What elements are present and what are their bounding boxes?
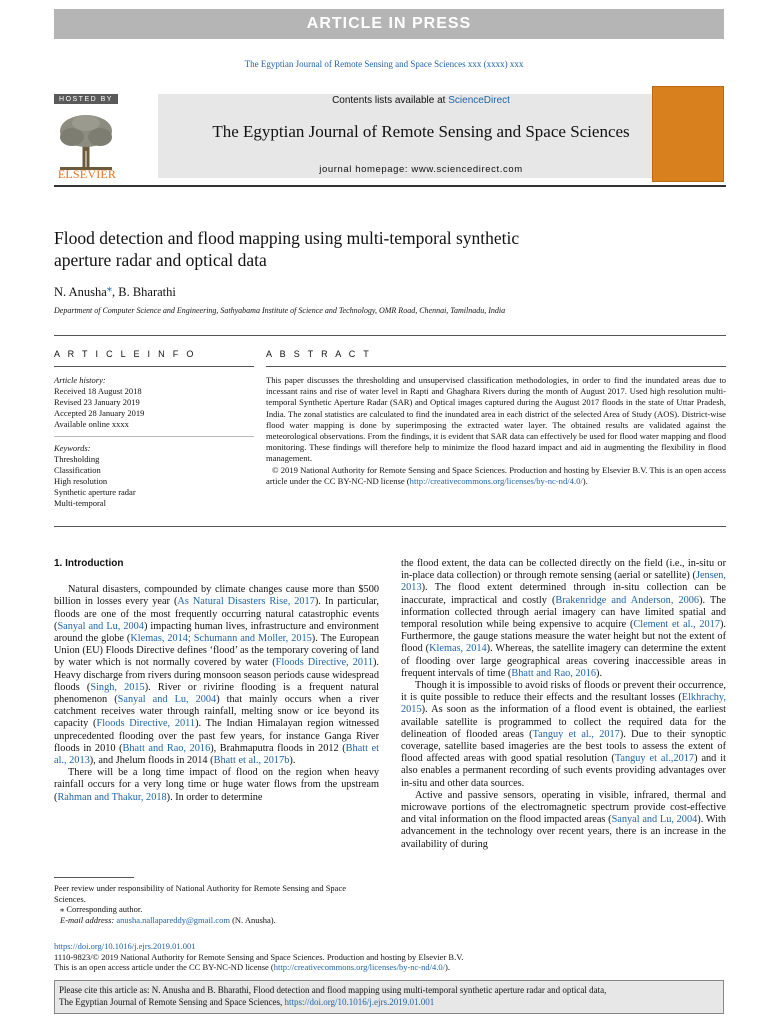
citation-line-1: Please cite this article as: N. Anusha and B. Bharathi, Flood detection and flood mapping using multi-temporal synthetic aperture radar and optical data, [59,985,607,995]
license-link[interactable]: http://creativecommons.org/licenses/by-nc-nd/4.0/ [409,475,583,486]
body-text: There will be a long time impact of flood on the region when heavy rainfall occurs for a very long time or huge water flows from the upstream ( [54,767,379,803]
copyright-end: ). [582,475,588,486]
contents-prefix: Contents lists available at [332,95,449,106]
citation-link[interactable]: Elkhrachy, 2015 [401,692,726,716]
body-text: ). In order to determine [166,791,263,803]
abstract-text: This paper discusses the thresholding and unsupervised classification methodologies, in order to find the inundated areas due to incessant rains and rise of water level in Rapti and Ghaghara Rivers during the month of August 2017. Used high resolution multi-temporal Synthetic Aperture Radar (SAR) and Optical images captured during the August 2017 floods in the state of Uttar Pradesh, India. The zonal statistics are calculated to find the inundated area in each district of the selected Area of Study (AOS). District-wise flood water mapping is done by superimposing the extracted water layer. The obtained results are validated against the meteorological observations. From the findings, it is evident that SAR data can effectively be used for flood water mapping and flood monitoring. These findings will therefore help to minimize the flood hazard impact and aid in augmenting the flexibility in flood management. [266,375,726,464]
email-suffix: (N. Anusha). [229,914,276,925]
journal-homepage [158,164,684,175]
citation-journal: The Egyptian Journal of Remote Sensing and Space Sciences, [59,997,285,1007]
open-access-line [54,962,654,973]
body-text: ) and it also enables a permanent recording of such events providing advantages over in-situ and other data sources. [401,753,726,789]
citation-link[interactable]: Jensen, 2013 [401,570,726,594]
body-text: ). The Indian Himalayan region witnessed unprecedented flooding over the past few years, for instance Ganga River floods in 2010 ( [54,718,379,754]
citation-link[interactable]: Sanyal and Lu, 2004 [611,814,698,826]
citation-link[interactable]: Bhatt et al., 2017b [213,755,290,767]
title-line-2: aperture radar and optical data [54,250,267,270]
abstract-divider [54,526,726,527]
citation-link[interactable]: Tanguy et al.,2017 [614,753,695,765]
citation-line-2 [59,996,719,1008]
intro-paragraph-2 [54,767,379,804]
email-link[interactable]: anusha.nallapareddy@gmail.com [116,914,230,925]
body-text: Active and passive sensors, operating in visible, infrared, thermal and microwave portions of the electromagnetic spectrum provide cost-effective and vital information on the flood impacted areas ( [401,789,726,826]
citation-link[interactable]: Klemas, 2014; Schumann and Moller, 2015 [130,633,312,645]
publication-info [54,941,654,973]
citation-link[interactable]: Bhatt et al., 2013 [54,742,379,767]
keyword-item: Thresholding [54,454,100,464]
intro-paragraph-5 [401,790,726,851]
citation-link[interactable]: Floods Directive, 2011 [96,718,196,730]
intro-paragraph-4 [401,680,726,790]
abstract-body [266,375,726,487]
keywords [54,443,136,509]
citation-link[interactable]: As Natural Disasters Rise, 2017 [177,596,315,608]
masthead [54,94,726,186]
body-text: ). The European Union (EU) Floods Directive defines ‘flood’ as the temporary covering of land by water which is not normally covered by water ( [54,633,379,669]
body-text: ). [596,667,603,679]
journal-cover-thumbnail[interactable] [652,86,724,182]
body-text: ). With advancement in the technology over recent years, there is an increase in the availability of during [401,814,726,850]
body-text: ). Whereas, the satellite imagery can determine the extent of flooding over large geographical areas covering inaccessible areas in frequent intervals of time ( [401,643,726,679]
doi-link[interactable]: https://doi.org/10.1016/j.ejrs.2019.01.001 [54,941,196,951]
oa-license-link[interactable]: http://creativecommons.org/licenses/by-nc-nd/4.0/ [273,962,445,973]
oa-prefix: This is an open access article under the CC BY-NC-ND license ( [54,962,274,973]
keyword-item: Classification [54,465,101,475]
abstract-copyright [266,465,726,487]
citation-link[interactable]: Brakenridge and Anderson, 2006 [555,594,700,606]
citation-doi-link[interactable]: https://doi.org/10.1016/j.ejrs.2019.01.001 [284,997,435,1007]
article-title [54,227,614,271]
body-text: ), and Jhelum floods in 2014 ( [89,755,214,767]
copyright-text: © 2019 National Authority for Remote Sensing and Space Sciences. Production and hosting by Elsevier B.V. This is an open access article under the CC BY-NC-ND license ( [266,464,726,486]
right-column [401,558,726,851]
article-in-press-banner: ARTICLE IN PRESS [54,9,724,39]
citation-link[interactable]: Clement et al., 2017 [633,619,720,631]
citation-link[interactable]: Rahman and Thakur, 2018 [57,791,167,803]
header-divider [54,335,726,336]
article-history [54,375,144,430]
body-text: ). Due to their synoptic coverage, satellite based imageries are the best tools to assess the extent of flood affected areas with good spatial resolution ( [401,728,726,765]
keyword-item: Multi-temporal [54,498,106,508]
author-1[interactable]: N. Anusha [54,285,107,300]
oa-suffix: ). [445,962,450,973]
homepage-prefix: journal homepage: [319,164,412,175]
hosted-by-label: HOSTED BY [54,94,118,104]
citation-link[interactable]: Floods Directive, 2011 [275,657,373,669]
intro-paragraph-3 [401,558,726,680]
keywords-label: Keywords: [54,443,91,453]
body-text: ). Heavy discharge from rivers during monsoon season periods cause widespread floods ( [54,657,380,693]
journal-title: The Egyptian Journal of Remote Sensing and Space Sciences [212,122,630,141]
peer-review-note: Peer review under responsibility of National Authority for Remote Sensing and Space Sciences. [54,883,347,904]
article-info-rule [54,366,254,367]
citation-link[interactable]: Sanyal and Lu, 2004 [117,694,217,706]
keyword-item: High resolution [54,476,108,486]
email-label: E-mail address: [60,914,117,925]
citation-link[interactable]: Sanyal and Lu, 2004 [57,620,144,632]
corresponding-author-marker[interactable]: ⁎ [106,283,112,294]
elsevier-wordmark: ELSEVIER [57,167,117,181]
body-text: ). The information collected through aerial imagery can have limited spatial and temporal resolution while being expensive to acquire ( [401,594,726,631]
history-label: Article history: [54,375,106,385]
affiliation: Department of Computer Science and Engineering, Sathyabama Institute of Science and Technology, OMR Road, Chennai, Tamilnadu, India [54,306,506,315]
citation-link[interactable]: Bhatt and Rao, 2016 [511,667,597,679]
history-revised: Revised 23 January 2019 [54,397,140,407]
left-column [54,558,379,804]
body-text: ). [289,755,296,767]
history-online: Available online xxxx [54,419,129,429]
citation-link[interactable]: Singh, 2015 [90,681,145,693]
journal-reference[interactable]: The Egyptian Journal of Remote Sensing and Space Sciences xxx (xxxx) xxx [244,59,524,69]
keywords-rule [54,436,254,437]
homepage-link[interactable]: www.sciencedirect.com [411,164,523,175]
article-info-heading: A R T I C L E I N F O [54,349,197,359]
body-text: ). As soon as the information of a flood event is obtained, the earliest available satellite is programmed to collect the required data for the delineation of flooded areas ( [401,704,726,740]
abstract-heading: A B S T R A C T [266,349,372,359]
footnote-rule [54,877,134,878]
citation-link[interactable]: Bhatt and Rao, 2016 [122,742,211,754]
body-text: ). In particular, floods are one of the most frequently occurring natural catastrophic events ( [54,596,380,632]
introduction-heading: 1. Introduction [54,558,124,569]
body-text: ). River or rivirine flooding is a frequent natural phenomenon ( [54,681,380,706]
body-text: ) impacting human lives, infrastructure and environment around the globe ( [54,620,379,645]
author-2[interactable]: , B. Bharathi [111,285,176,300]
keyword-item: Synthetic aperture radar [54,487,136,497]
masthead-rule [54,185,726,187]
contents-line [158,94,684,106]
body-text: ). The flood extent determined through in-situ collection can be inaccurate, impractical and costly ( [401,582,726,606]
footnotes [54,883,379,925]
body-text: Natural disasters, compounded by climate changes cause more than $500 billion in losses every year ( [54,584,379,608]
authors [54,282,176,300]
issn-line: 1110-9823/© 2019 National Authority for Remote Sensing and Space Sciences. Production and hosting by Elsevier B.V. [54,951,464,962]
abstract-rule [266,366,726,367]
history-accepted: Accepted 28 January 2019 [54,408,145,418]
body-text: the flood extent, the data can be collected directly on the field (i.e., in-situ or in-place data collection) or through remote sensing (aerial or satellite) ( [401,558,726,582]
body-text: ) that mainly occurs when a river catchment receives water through rainfall, melting snow or ice beyond its capacity ( [54,694,379,730]
history-received: Received 18 August 2018 [54,386,142,396]
title-line-1: Flood detection and flood mapping using multi-temporal synthetic [54,228,520,248]
corresponding-author-note: ⁎ Corresponding author. [60,904,143,914]
email-note [54,915,379,926]
intro-paragraph-1 [54,584,379,767]
citation-box [54,980,724,1014]
body-text: ). Furthermore, the gauge stations measure the water height but not the extent of flood ( [401,619,726,655]
journal-masthead-panel [158,94,684,178]
body-text: ), Brahmaputra floods in 2012 ( [210,742,346,754]
body-text: Though it is impossible to avoid risks of floods or prevent their occurrence, it is quite possible to reduce their effects and the resultant losses ( [401,680,726,704]
citation-link[interactable]: Klemas, 2014 [429,643,487,655]
sciencedirect-link[interactable]: ScienceDirect [448,95,510,106]
citation-link[interactable]: Tanguy et al., 2017 [532,728,620,740]
